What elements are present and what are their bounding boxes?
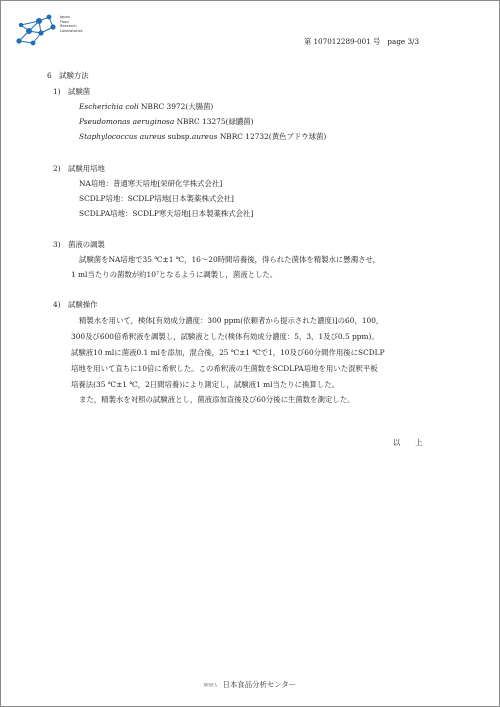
strain-line	[79, 102, 213, 112]
footer-organization	[1, 674, 499, 693]
paragraph-line: 試験菌をNA培地で35 ℃±1 ℃，16～20時間培養後，得られた菌体を精製水に懸濁させ，	[79, 255, 381, 264]
closing-mark: 以 上	[393, 438, 423, 447]
strain-detail: NBRC 3972(大腸菌)	[138, 102, 214, 111]
subsection-heading-3: 3) 菌液の調製	[53, 240, 105, 249]
paragraph-line: また，精製水を対照の試験液とし，菌液添加直後及び60分後に生菌数を測定した。	[79, 395, 355, 404]
paragraph-line: 培養法(35 ℃±1 ℃，2日間培養)により測定し，試験液1 ml当たりに換算した。	[71, 380, 339, 389]
footer-org-type: 財団法人	[203, 683, 218, 687]
paragraph-line: 300及び600倍希釈液を調製し，試験液とした(検体有効成分濃度：5，3，1及び0.5 ppm)。	[71, 332, 379, 341]
strain-detail: NBRC 13275(緑膿菌)	[174, 117, 254, 126]
media-line: NA培地：普通寒天培地[栄研化学株式会社]	[79, 179, 223, 188]
jfrl-logo	[15, 13, 95, 47]
strain-detail: subsp.	[165, 132, 192, 141]
footer-org-name: 日本食品分析センター	[222, 680, 297, 689]
strain-detail: NBRC 12732(黄色ブドウ球菌)	[217, 132, 327, 141]
strain-name: Staphylococcus aureus	[79, 132, 166, 141]
strain-name: Escherichia coli	[79, 102, 139, 111]
network-logo-icon	[15, 13, 61, 47]
logo-text	[60, 15, 83, 33]
logo-line: Laboratories	[60, 28, 83, 33]
logo-line: Japan	[60, 15, 71, 19]
paragraph-line: 1 ml当たりの菌数が約10⁷となるように調製し，菌液とした。	[71, 270, 278, 279]
document-number: 第 107012289-001 号 page 3/3	[304, 37, 420, 46]
logo-line: Food	[60, 19, 69, 24]
paragraph-line: 試験液10 mlに菌液0.1 mlを添加，混合後，25 ℃±1 ℃で1，10及び60分間作用後にSCDLP	[71, 348, 385, 357]
strain-name: Pseudomonas aeruginosa	[79, 117, 175, 126]
strain-line	[79, 117, 254, 127]
section-title: 6 試験方法	[47, 71, 89, 80]
paragraph-line: 培地を用いて直ちに10倍に希釈した。この希釈液の生菌数をSCDLPA培地を用いた混釈平板	[71, 364, 378, 373]
logo-line: Research	[60, 24, 77, 29]
subsection-heading-4: 4) 試験操作	[53, 300, 98, 309]
subsection-heading-1: 1) 試験菌	[53, 87, 91, 96]
subsection-heading-2: 2) 試験用培地	[53, 164, 105, 173]
strain-subspecies: aureus	[191, 132, 218, 141]
paragraph-line: 精製水を用いて，検体[有効成分濃度：300 ppm(依頼者から提示された濃度)]の60，100，	[79, 316, 384, 325]
media-line: SCDLPA培地：SCDLP寒天培地[日本製薬株式会社]	[79, 209, 254, 218]
strain-line	[79, 132, 326, 142]
media-line: SCDLP培地：SCDLP培地[日本製薬株式会社]	[79, 194, 234, 203]
